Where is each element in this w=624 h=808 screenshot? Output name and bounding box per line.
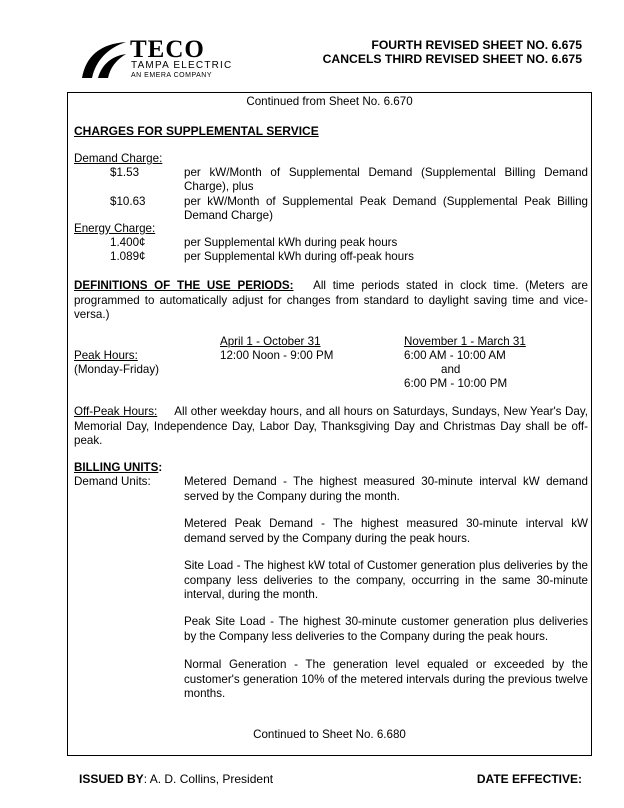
issued-by-value: : A. D. Collins, President xyxy=(143,772,274,786)
billing-unit-metered-demand: Metered Demand - The highest measured 30-minute interval kW demand served by the Company during the month. xyxy=(184,475,588,503)
billing-units-heading: BILLING UNITS: xyxy=(74,461,163,474)
demand-units-label: Demand Units: xyxy=(74,475,151,488)
winter-peak-time-morning: 6:00 AM - 10:00 AM xyxy=(404,349,506,362)
logo-subtitle: TAMPA ELECTRIC xyxy=(131,60,233,71)
demand-charge-amount: $1.53 xyxy=(110,166,140,179)
teco-logo xyxy=(78,36,258,82)
billing-unit-site-load: Site Load - The highest kW total of Customer generation plus deliveries by the company less deliveries to the company, occurring in the same 30-minute interval, during the month. xyxy=(184,559,588,601)
winter-period-heading: November 1 - March 31 xyxy=(404,335,526,348)
peak-demand-charge-desc: per kW/Month of Supplemental Peak Demand (Supplemental Peak Billing Demand Charge) xyxy=(184,195,588,222)
off-peak-label: Off-Peak Hours: xyxy=(74,405,158,418)
energy-peak-amount: 1.400¢ xyxy=(110,236,146,249)
billing-unit-metered-peak-demand: Metered Peak Demand - The highest measured 30-minute interval kW demand served by the Company during the peak hours. xyxy=(184,517,588,545)
definitions-paragraph xyxy=(74,279,588,323)
section-title: CHARGES FOR SUPPLEMENTAL SERVICE xyxy=(74,124,319,138)
billing-unit-peak-site-load: Peak Site Load - The highest 30-minute customer generation plus deliveries by the Company less deliveries to the Company during the peak hours. xyxy=(184,615,588,643)
peak-demand-charge-amount: $10.63 xyxy=(110,195,146,208)
issued-by-label: ISSUED BY xyxy=(79,772,144,786)
winter-peak-time-evening: 6:00 PM - 10:00 PM xyxy=(404,377,508,390)
sheet-number-header xyxy=(323,38,582,66)
sheet-revision: FOURTH REVISED SHEET NO. 6.675 xyxy=(371,38,582,52)
weekday-label: (Monday-Friday) xyxy=(74,363,160,376)
summer-peak-time: 12:00 Noon - 9:00 PM xyxy=(220,349,334,362)
teco-swoosh-icon xyxy=(78,38,128,82)
peak-hours-label: Peak Hours: xyxy=(74,349,138,362)
demand-charge-desc: per kW/Month of Supplemental Demand (Supplemental Billing Demand Charge), plus xyxy=(184,166,588,193)
billing-unit-normal-generation: Normal Generation - The generation level equaled or exceeded by the customer's generation 10% of the metered intervals during the previous twelve months. xyxy=(184,658,588,700)
logo-tagline: AN EMERA COMPANY xyxy=(131,72,212,79)
energy-charge-heading: Energy Charge: xyxy=(74,222,156,235)
demand-charge-heading: Demand Charge: xyxy=(74,152,163,165)
issued-by xyxy=(79,772,273,786)
definitions-heading: DEFINITIONS OF THE USE PERIODS: xyxy=(74,279,294,292)
off-peak-paragraph xyxy=(74,405,588,449)
energy-offpeak-amount: 1.089¢ xyxy=(110,250,146,263)
date-effective-label: DATE EFFECTIVE: xyxy=(476,772,582,786)
energy-peak-desc: per Supplemental kWh during peak hours xyxy=(184,236,398,249)
logo-brand: TECO xyxy=(130,36,205,63)
tariff-sheet-frame xyxy=(67,92,592,756)
summer-period-heading: April 1 - October 31 xyxy=(220,335,321,348)
sheet-cancels: CANCELS THIRD REVISED SHEET NO. 6.675 xyxy=(322,52,582,66)
continued-from: Continued from Sheet No. 6.670 xyxy=(246,95,413,108)
definitions-text: All time periods stated in clock time. (Meters are programmed to automatically adjust for changes from standard to daylight saving time and vice-versa.) xyxy=(74,279,588,321)
off-peak-text: All other weekday hours, and all hours on Saturdays, Sundays, New Year's Day, Memorial Day, Independence Day, Labor Day, Thanksgiving Day and Christmas Day shall be off-peak. xyxy=(74,405,588,447)
winter-and: and xyxy=(441,363,461,376)
continued-to: Continued to Sheet No. 6.680 xyxy=(253,728,406,741)
energy-offpeak-desc: per Supplemental kWh during off-peak hours xyxy=(184,250,414,263)
